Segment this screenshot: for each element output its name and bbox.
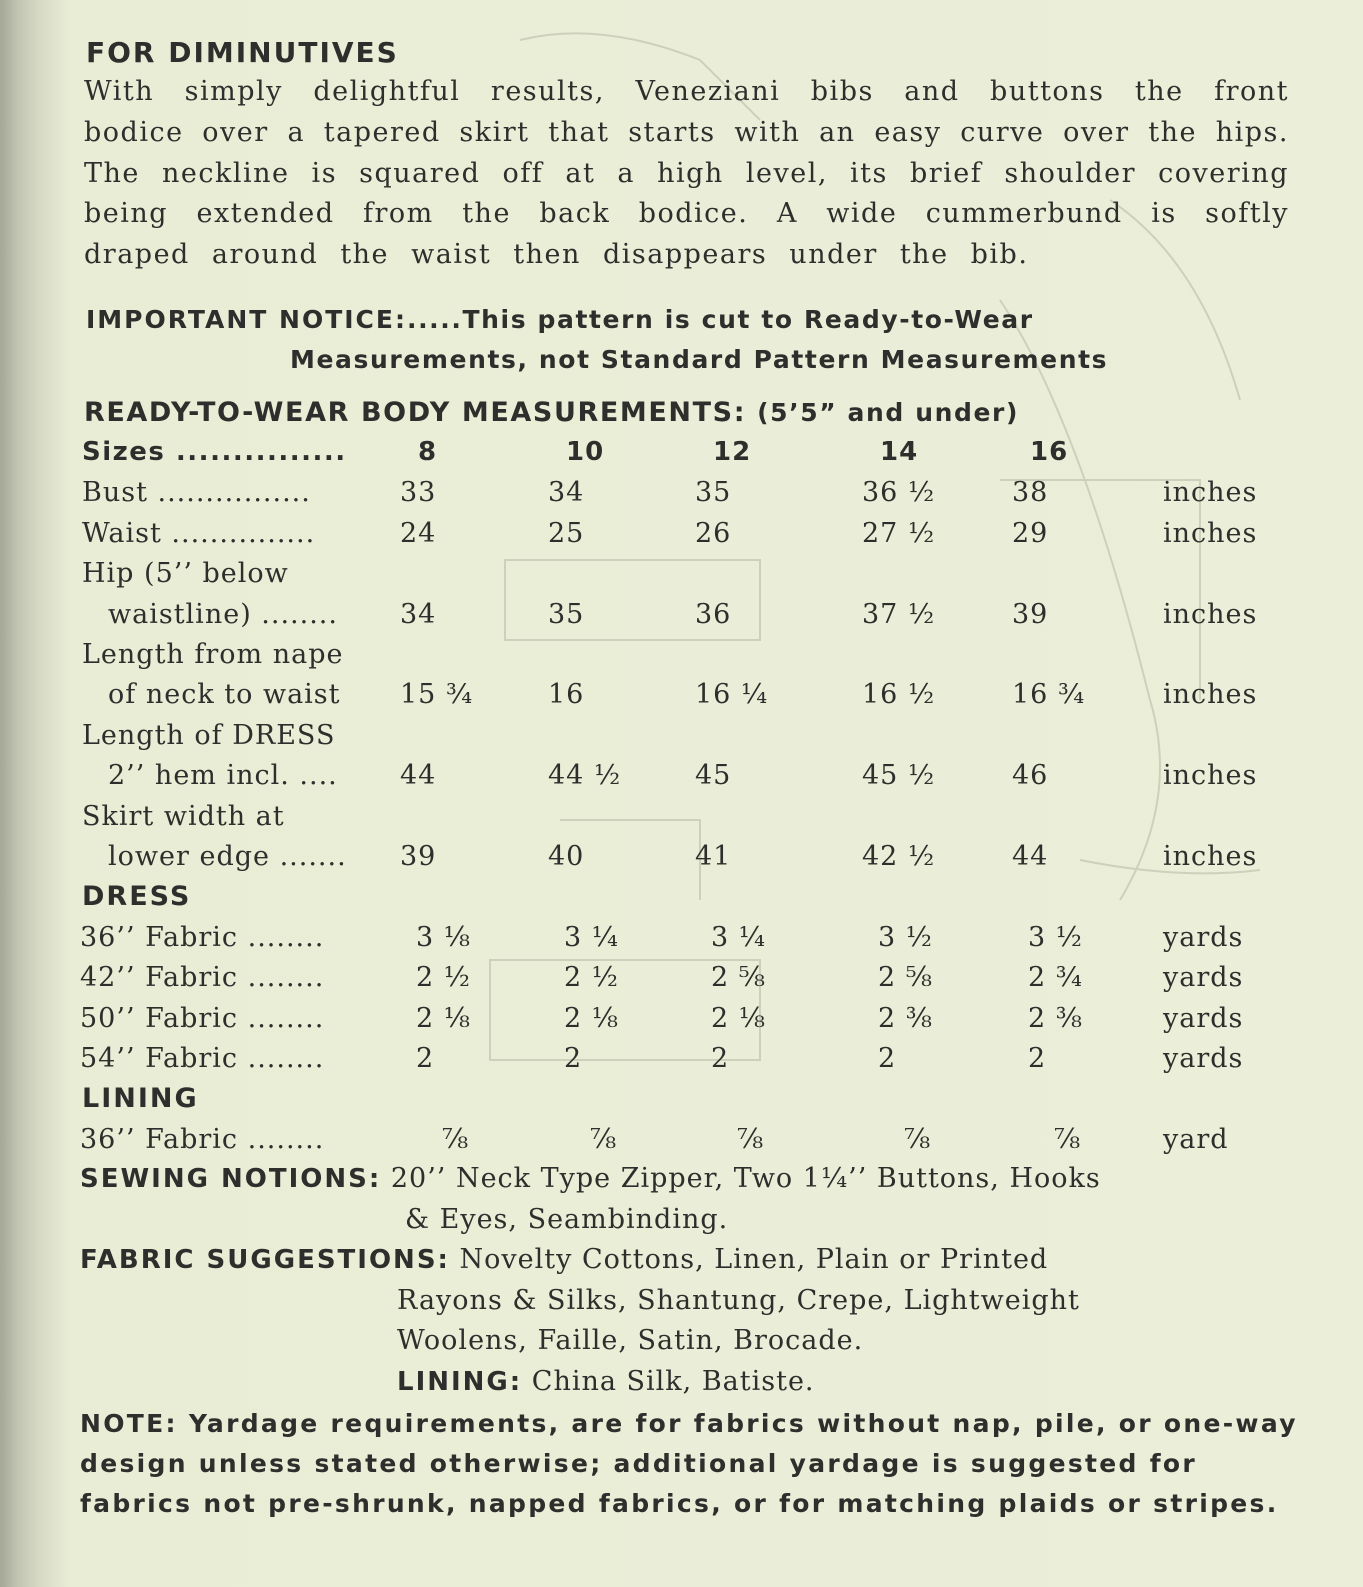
measurement-value: 34: [548, 477, 585, 509]
yardage-value: 3 ¼: [711, 921, 766, 953]
description-line: bodice over a tapered skirt that starts with an easy curve over the hips.: [84, 116, 1289, 148]
unit-label: yards: [1163, 921, 1244, 953]
measurement-label: Skirt width at: [82, 800, 285, 832]
measurement-label: Length from nape: [82, 639, 344, 670]
page-title: FOR DIMINUTIVES: [86, 36, 399, 69]
measurement-label: Hip (5’’ below: [82, 558, 289, 590]
sewing-notions-continued: & Eyes, Seambinding.: [405, 1204, 729, 1235]
size-header: 14: [880, 437, 919, 467]
unit-label: yards: [1163, 1002, 1244, 1034]
yardage-value: 3 ⅛: [416, 921, 471, 953]
measurement-value: 16 ¼: [695, 679, 769, 711]
yardage-value: 2 ⅝: [711, 962, 766, 994]
lining-heading: LINING: [82, 1083, 199, 1115]
lining-suggestion: [397, 1366, 815, 1397]
yardage-value: ⅞: [590, 1123, 618, 1155]
measurement-value: 26: [695, 517, 732, 549]
yardage-value: 2 ½: [416, 962, 471, 994]
measurement-label: Waist ...............: [82, 517, 316, 549]
yardage-value: 3 ¼: [564, 921, 619, 953]
measurement-value: 37 ½: [862, 598, 936, 630]
yardage-value: ⅞: [1054, 1123, 1082, 1155]
yardage-label: 36’’ Fabric ........: [80, 1123, 325, 1155]
yardage-value: ⅞: [737, 1123, 765, 1155]
description-line: draped around the waist then disappears under the bib.: [84, 239, 1029, 271]
size-header: 16: [1030, 437, 1069, 467]
note-line: [80, 1404, 1298, 1444]
yardage-value: 2 ½: [564, 962, 619, 994]
important-notice: [86, 305, 1034, 334]
measurement-value: 45 ½: [862, 760, 936, 792]
measurement-value: 42 ½: [862, 841, 936, 872]
measurement-value: 24: [400, 517, 437, 549]
note-label: NOTE:: [80, 1409, 178, 1438]
fabric-suggestions-line-2: Rayons & Silks, Shantung, Crepe, Lightweight: [397, 1285, 1080, 1316]
yardage-value: 2 ⅜: [1028, 1002, 1083, 1034]
measurement-value: 16 ¾: [1012, 679, 1086, 711]
sewing-notions: [80, 1163, 1101, 1194]
fabric-suggestions: [80, 1244, 1048, 1275]
measurement-value: 39: [1012, 598, 1049, 630]
dress-heading: DRESS: [82, 881, 192, 913]
measurement-value: 45: [695, 760, 732, 792]
yardage-value: 2: [878, 1043, 897, 1074]
note-line: design unless stated otherwise; additional yardage is suggested for: [80, 1449, 1198, 1478]
yardage-value: 2 ¾: [1028, 962, 1083, 994]
measurement-value: 35: [548, 598, 585, 630]
measurement-value: 39: [400, 841, 437, 872]
measurement-value: 33: [400, 477, 437, 509]
measurement-value: 34: [400, 598, 437, 630]
yardage-value: 2: [1028, 1043, 1047, 1074]
measurement-value: 44 ½: [548, 760, 622, 792]
measurement-value: 15 ¾: [400, 679, 474, 711]
sewing-notions-label: SEWING NOTIONS:: [80, 1164, 382, 1194]
yardage-value: 2: [711, 1043, 730, 1074]
measurement-label: Length of DRESS: [82, 719, 336, 751]
measurement-value: 27 ½: [862, 517, 936, 549]
unit-label: inches: [1163, 598, 1258, 630]
measurements-title: READY-TO-WEAR BODY MEASUREMENTS:: [84, 397, 747, 428]
sewing-notions-text: 20’’ Neck Type Zipper, Two 1¼’’ Buttons, Hooks: [390, 1163, 1101, 1194]
yardage-value: 2 ⅛: [416, 1002, 471, 1034]
yardage-value: 2 ⅛: [711, 1002, 766, 1034]
size-header: 10: [566, 437, 605, 467]
yardage-value: 3 ½: [1028, 921, 1083, 953]
fabric-suggestions-label: FABRIC SUGGESTIONS:: [80, 1245, 450, 1275]
measurement-label: Bust ................: [82, 477, 311, 509]
description-paragraph: [84, 72, 1289, 276]
measurement-value: 16 ½: [862, 679, 936, 711]
size-header: 12: [713, 437, 752, 467]
measurement-value: 41: [695, 841, 732, 872]
fabric-suggestions-text: Novelty Cottons, Linen, Plain or Printed: [459, 1244, 1049, 1275]
description-line: The neckline is squared off at a high level, its brief shoulder covering: [84, 157, 1289, 189]
measurement-value: 29: [1012, 517, 1049, 549]
measurement-value: 46: [1012, 760, 1049, 792]
unit-label: inches: [1163, 517, 1258, 549]
measurement-value: 25: [548, 517, 585, 549]
measurement-label: 2’’ hem incl. ....: [108, 760, 338, 792]
yardage-value: ⅞: [442, 1123, 470, 1155]
measurement-value: 44: [400, 760, 437, 792]
yardage-value: 2 ⅛: [564, 1002, 619, 1034]
yardage-value: 2: [564, 1043, 583, 1074]
yardage-label: 42’’ Fabric ........: [80, 962, 325, 994]
yardage-label: 36’’ Fabric ........: [80, 921, 325, 953]
yardage-label: 50’’ Fabric ........: [80, 1002, 325, 1034]
unit-label: inches: [1163, 477, 1258, 509]
description-line: With simply delightful results, Veneziani bibs and buttons the front: [84, 76, 1289, 107]
notice-text: .....This pattern is cut to Ready-to-Wear: [406, 305, 1034, 334]
yardage-value: 2: [416, 1043, 435, 1074]
measurement-value: 36 ½: [862, 477, 936, 509]
measurement-label: lower edge .......: [108, 841, 347, 872]
notice-text-continued: Measurements, not Standard Pattern Measurements: [290, 345, 1109, 374]
note-text: Yardage requirements, are for fabrics without nap, pile, or one-way: [188, 1409, 1298, 1438]
notice-label: IMPORTANT NOTICE:: [86, 305, 407, 334]
measurement-value: 40: [548, 841, 585, 872]
measurement-value: 16: [548, 679, 585, 711]
measurement-value: 35: [695, 477, 732, 509]
yardage-value: 3 ½: [878, 921, 933, 953]
height-qualifier: (5’5” and under): [757, 398, 1020, 427]
size-header: 8: [418, 437, 438, 467]
lining-suggestion-label: LINING:: [397, 1367, 523, 1397]
lining-suggestion-text: China Silk, Batiste.: [531, 1366, 815, 1397]
measurement-label: of neck to waist: [108, 679, 341, 711]
fabric-suggestions-line-3: Woolens, Faille, Satin, Brocade.: [397, 1325, 864, 1356]
measurement-label: waistline) ........: [108, 598, 338, 630]
yardage-note: [80, 1404, 1298, 1524]
measurement-value: 36: [695, 598, 732, 630]
unit-label: inches: [1163, 760, 1258, 792]
measurements-heading: [84, 397, 1019, 428]
unit-label: inches: [1163, 841, 1258, 872]
note-line: fabrics not pre-shrunk, napped fabrics, or for matching plaids or stripes.: [80, 1489, 1279, 1518]
unit-label: yards: [1163, 962, 1244, 994]
yardage-label: 54’’ Fabric ........: [80, 1043, 325, 1074]
yardage-value: 2 ⅜: [878, 1002, 933, 1034]
unit-label: yards: [1163, 1043, 1244, 1074]
measurement-value: 44: [1012, 841, 1049, 872]
unit-label: yard: [1163, 1123, 1229, 1155]
sizes-label: Sizes ...............: [82, 437, 347, 467]
measurement-value: 38: [1012, 477, 1049, 509]
description-line: being extended from the back bodice. A wide cummerbund is softly: [84, 198, 1289, 230]
unit-label: inches: [1163, 679, 1258, 711]
yardage-value: 2 ⅝: [878, 962, 933, 994]
yardage-value: ⅞: [904, 1123, 932, 1155]
